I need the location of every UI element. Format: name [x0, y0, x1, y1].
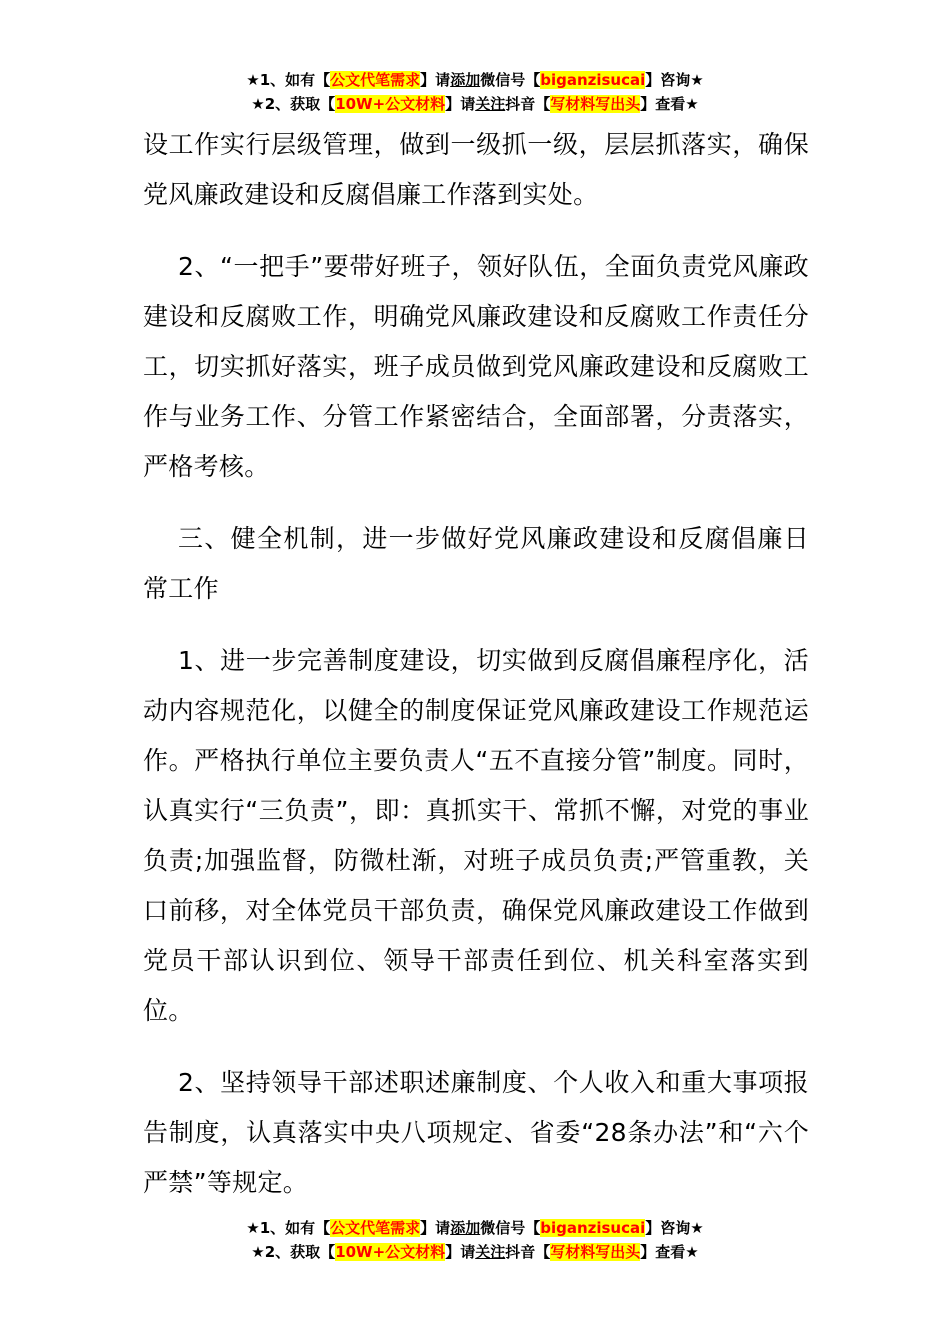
- banner-text: 】请: [420, 71, 451, 89]
- banner-highlight: 10W+公文材料: [335, 1243, 446, 1261]
- banner-line-1: [0, 1216, 950, 1240]
- banner-underlined-text: 关注: [475, 1243, 506, 1261]
- paragraph: 1、进一步完善制度建设，切实做到反腐倡廉程序化，活动内容规范化，以健全的制度保证党风廉政建设工作规范运作。严格执行单位主要负责人“五不直接分管”制度。同时，认真实行“三负责”，即：真抓实干、常抓不懈，对党的事业负责;加强监督，防微杜渐，对班子成员负责;严管重教，关口前移，对全体党员干部负责，确保党风廉政建设工作做到党员干部认识到位、领导干部责任到位、机关科室落实到位。: [143, 646, 809, 1025]
- banner-highlight: 10W+公文材料: [335, 95, 446, 113]
- banner-highlight: 公文代笔需求: [330, 71, 421, 89]
- banner-text: ★1、如有【: [246, 1219, 331, 1237]
- banner-text: ★2、获取【: [251, 1243, 336, 1261]
- footer-banner: [0, 1216, 950, 1264]
- paragraph-continuation: 设工作实行层级管理，做到一级抓一级，层层抓落实，确保党风廉政建设和反腐倡廉工作落到实处。: [143, 130, 809, 209]
- document-body: [143, 120, 809, 1230]
- section-heading: 三、健全机制，进一步做好党风廉政建设和反腐倡廉日常工作: [143, 524, 809, 603]
- banner-text: 】请: [445, 1243, 476, 1261]
- banner-text: ★2、获取【: [251, 95, 336, 113]
- header-banner: [0, 68, 950, 116]
- banner-underlined-text: 关注: [475, 95, 506, 113]
- banner-text: 】咨询★: [645, 71, 704, 89]
- banner-highlight: biganzisucai: [540, 1219, 646, 1237]
- banner-text: 抖音【: [505, 95, 551, 113]
- banner-underlined-text: 添加: [450, 71, 481, 89]
- banner-line-2: [0, 1240, 950, 1264]
- banner-text: 】咨询★: [645, 1219, 704, 1237]
- banner-text: 】查看★: [640, 1243, 699, 1261]
- banner-text: ★1、如有【: [246, 71, 331, 89]
- banner-text: 微信号【: [480, 71, 541, 89]
- paragraph: 2、“一把手”要带好班子，领好队伍，全面负责党风廉政建设和反腐败工作，明确党风廉政建设和反腐败工作责任分工，切实抓好落实，班子成员做到党风廉政建设和反腐败工作与业务工作、分管工作紧密结合，全面部署，分责落实，严格考核。: [143, 252, 809, 481]
- banner-highlight: 公文代笔需求: [330, 1219, 421, 1237]
- banner-underlined-text: 添加: [450, 1219, 481, 1237]
- banner-text: 抖音【: [505, 1243, 551, 1261]
- banner-text: 】请: [420, 1219, 451, 1237]
- paragraph: 2、坚持领导干部述职述廉制度、个人收入和重大事项报告制度，认真落实中央八项规定、省委“28条办法”和“六个严禁”等规定。: [143, 1068, 809, 1197]
- banner-line-2: [0, 92, 950, 116]
- banner-text: 微信号【: [480, 1219, 541, 1237]
- banner-line-1: [0, 68, 950, 92]
- banner-text: 】请: [445, 95, 476, 113]
- banner-text: 】查看★: [640, 95, 699, 113]
- banner-highlight: biganzisucai: [540, 71, 646, 89]
- banner-highlight: 写材料写出头: [550, 1243, 641, 1261]
- banner-highlight: 写材料写出头: [550, 95, 641, 113]
